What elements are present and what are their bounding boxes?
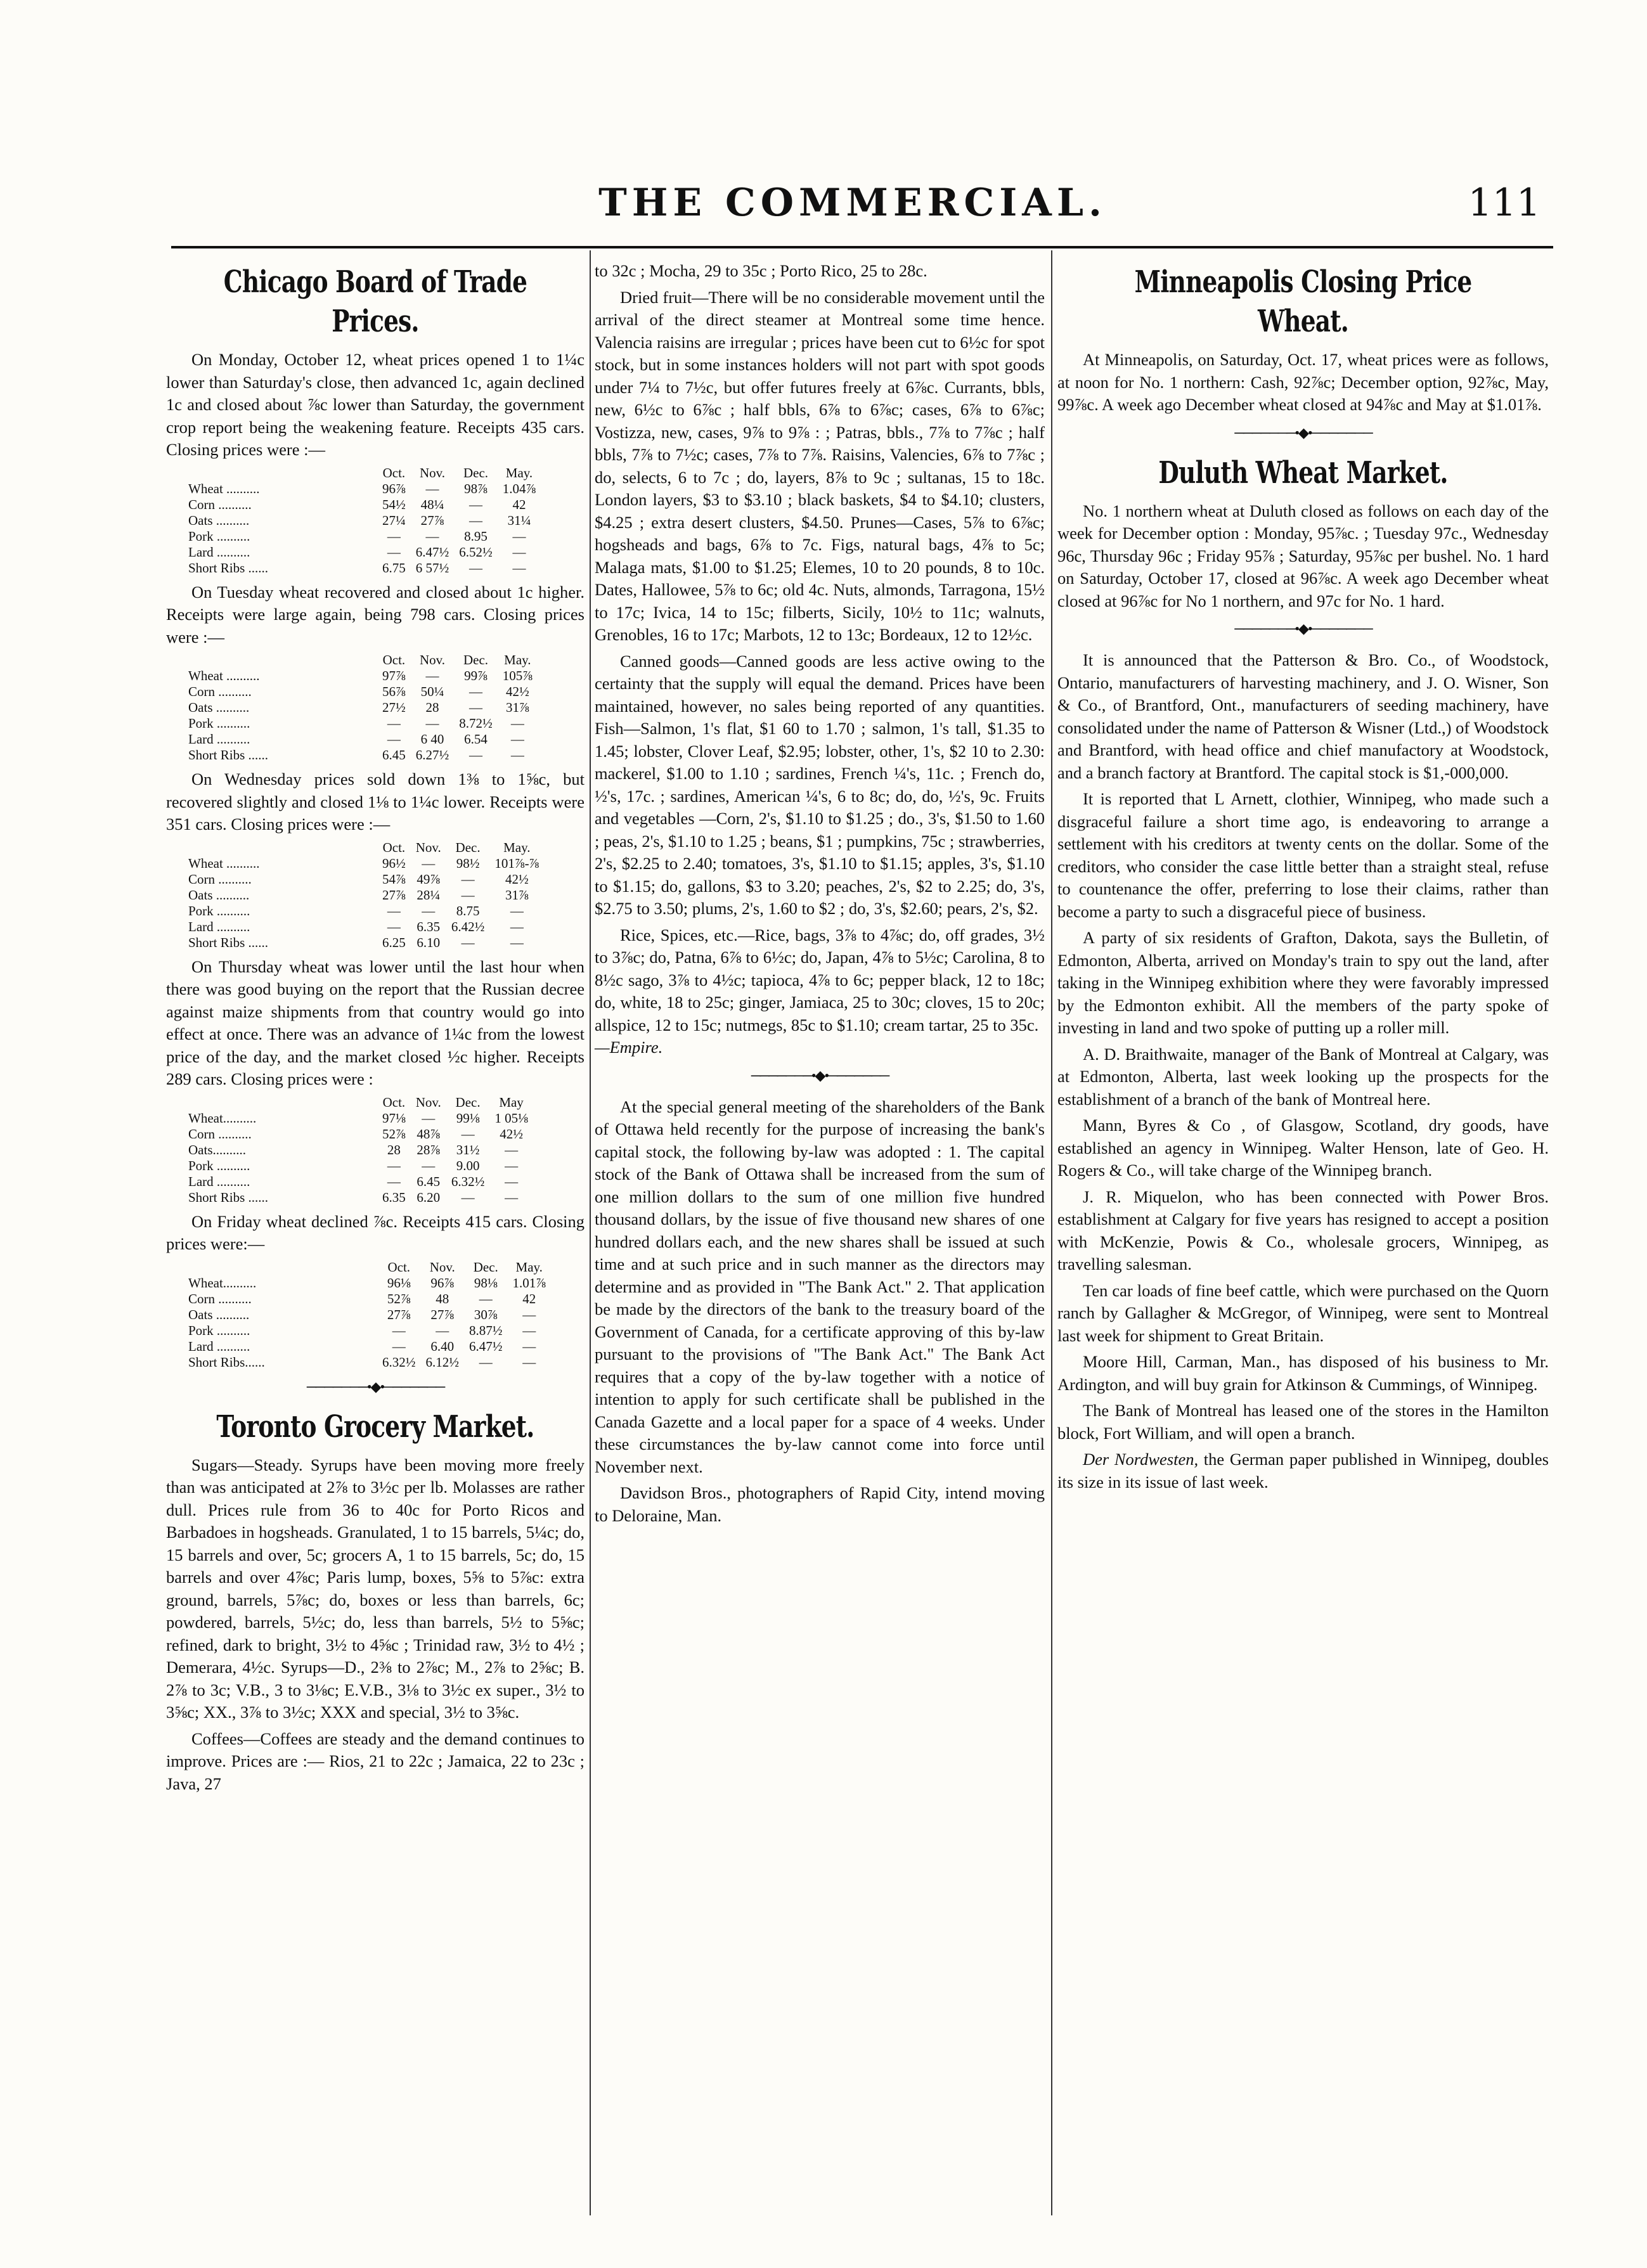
- price-cell: 50¼: [420, 684, 444, 699]
- commodity-label: Oats ..........: [188, 700, 250, 715]
- table-row: [188, 1142, 533, 1158]
- price-cell: —: [469, 512, 482, 528]
- commodity-label: Wheat..........: [188, 1275, 257, 1291]
- price-cell: 6.40: [430, 1338, 455, 1354]
- price-cell: —: [510, 934, 524, 950]
- price-cell: 6.47½: [469, 1338, 503, 1354]
- price-cell: 6.35: [417, 918, 441, 934]
- price-cell: 6.42½: [451, 918, 485, 934]
- masthead: [158, 174, 1547, 244]
- article-paragraph: Sugars—Steady. Syrups have been moving more freely than was anticipated at 2⅞ to 3½c per lb. Molasses are rather dull. Prices rule from 36 to 40c for Porto Ricos and Barbadoes in hogsheads. Granulated, 1 to 15 barrels, 5¼c; do, 15 barrels and over, 5c; grocers A, 1 to 15 barrels, 5c; do, 15 barrels and over 4⅞c; Paris lump, boxes, 5⅝ to 5⅞c: extra ground, barrels, 5⅞c; do, boxes or less than barrels, 6c; powdered, barrels, 5½c; do, less than barrels, 5½ to 5⅝c; refined, dark to bright, 3½ to 4⅝c ; Trinidad raw, 3½ to 4½ ; Demerara, 4½c. Syrups—D., 2⅜ to 2⅞c; M., 2⅞ to 2⅝c; B. 2⅞ to 3c; V.B., 3 to 3⅛c; E.V.B., 3⅛ to 3½c ex super., 3½ to 3⅝c; XX., 3⅞ to 3½c; XXX and special, 3½ to 3⅝c.: [166, 1455, 585, 1722]
- price-cell: 1 05⅛: [494, 1110, 528, 1126]
- price-cell: 6.32½: [451, 1173, 485, 1189]
- column-header: Dec.: [455, 1094, 481, 1110]
- price-cell: 28: [387, 1142, 401, 1157]
- price-cell: 96⅞: [430, 1275, 455, 1291]
- price-cell: 27⅞: [430, 1306, 455, 1322]
- price-cell: 48¼: [420, 496, 444, 512]
- price-cell: 28: [425, 700, 439, 715]
- news-item: A party of six residents of Grafton, Dakota, says the Bulletin, of Edmonton, Alberta, arrived on Monday's train to spy out the land, after taking in the Winnipeg exhibition where they were favorably impressed by the Edmonton exhibit. All the members of the party spoke of investing in land and two spoke of putting up a roller mill.: [1057, 928, 1549, 1037]
- article-paragraph: At the special general meeting of the shareholders of the Bank of Ottawa held recently for the purpose of increasing the bank's capital stock, the following by-law was adopted : 1. The capital stock of the Bank of Ottawa shall be increased from the sum of one million dollars to the sum of one million five hundred thousand dollars, by the issue of five thousand new shares of one hundred dollars each, and the new shares shall be issued at such time and at such price and in such manner as the directors may determine and as provided in "The Bank Act." 2. That application be made by the directors of the bank to the treasury board of the Government of Canada, for a certificate approving of this by-law pursuant to the provisions of "The Bank Act." The Bank Act requires that a copy of the by-law together with a notice of intention to apply for such certificate shall be published in the Canada Gazette and a local paper for a space of 4 weeks. Under these circumstances the by-law cannot come into force until November next.: [595, 1097, 1045, 1476]
- price-cell: 97⅛: [382, 1110, 406, 1126]
- price-cell: 6.27½: [415, 747, 449, 763]
- price-cell: 30⅞: [474, 1306, 498, 1322]
- price-cell: —: [510, 903, 524, 918]
- masthead-title: THE COMMERCIAL.: [598, 181, 1107, 225]
- article-heading: Chicago Board of Trade Prices.: [223, 264, 527, 339]
- paper-name: Der Nordwesten,: [1083, 1450, 1199, 1469]
- commodity-label: Wheat ..........: [188, 855, 260, 871]
- table-row: [188, 481, 541, 497]
- article-paragraph: Dried fruit—There will be no considerable movement until the arrival of the direct steamer at Montreal some time hence. Valencia raisins are irregular ; prices have been cut to 6½c for spot stock, but in some instances holders will not part with spot goods under 7¼ to 7½c, but offer futures freely at 6⅞c. Currants, bbls, new, 6½c to 6⅞c ; half bbls, 6⅞ to 6⅞c; cases, 6⅞ to 6⅞c; Vostizza, new, cases, 9⅞ to 9⅞ : ; Patras, bbls., 7⅞ to 7⅞c ; half bbls, 7⅞ to 7½c; cases, 7⅞ to 7⅞. Raisins, Valencies, 6⅞ to 7⅞c ; do, selects, 6 to 7c ; do, layers, 8⅞ to 9c ; sultanas, 15 to 18c. London layers, $3 to $3.10 ; black baskets, $4 to $4.10; clusters, $4.25 ; extra desert clusters, $4.50. Prunes—Cases, 5⅞ to 6⅞c; hogsheads and bags, 6⅞ to 7c. Figs, natural bags, 4⅞ to 5c; Malaga mats, $1.00 to $1.25; Elemes, 10 to 20 pounds, 8 to 10c. Dates, Hallowee, 5⅞ to 6c; old 4c. Nuts, almonds, Tarragona, 15½ to 17c; Ivica, 14 to 15c; filberts, Sicily, 10½ to 11c; walnuts, Grenobles, 16 to 17c; Marbots, 12 to 13c; Bordeaux, 12 to 12½c.: [595, 287, 1045, 644]
- price-cell: 98⅛: [474, 1275, 498, 1291]
- price-cell: 6.10: [417, 934, 441, 950]
- commodity-label: Oats ..........: [188, 1306, 250, 1322]
- price-cell: 105⅞: [502, 668, 533, 683]
- price-cell: —: [422, 903, 436, 918]
- price-cell: —: [422, 855, 436, 871]
- commodity-label: Wheat ..........: [188, 480, 260, 496]
- column-header: Oct.: [382, 1094, 406, 1110]
- column-header: [188, 1095, 377, 1111]
- column-1: [166, 260, 585, 1799]
- price-cell: 6.32½: [382, 1354, 416, 1370]
- commodity-label: Pork ..........: [188, 1322, 250, 1338]
- table-row: [188, 731, 538, 747]
- column-header: Nov.: [415, 839, 441, 855]
- article-paragraph: On Friday wheat declined ⅞c. Receipts 415 cars. Closing prices were:—: [166, 1211, 585, 1253]
- price-cell: —: [522, 1338, 536, 1354]
- price-cell: 8.95: [464, 528, 488, 544]
- price-cell: —: [469, 700, 482, 715]
- commodity-label: Oats ..........: [188, 887, 250, 903]
- price-cell: 98½: [456, 855, 480, 871]
- section-separator: ───────•◆•───────: [1234, 621, 1372, 636]
- price-table: [188, 652, 538, 763]
- news-item-text: the German paper published in Winnipeg, doubles its size in its issue of last week.: [1057, 1450, 1549, 1492]
- price-cell: 96½: [382, 855, 406, 871]
- price-cell: 42½: [500, 1126, 523, 1142]
- price-cell: —: [387, 903, 401, 918]
- price-cell: 6.54: [464, 731, 488, 747]
- price-cell: 6 57½: [415, 560, 449, 576]
- price-cell: 27⅞: [387, 1306, 411, 1322]
- price-cell: 48: [436, 1291, 449, 1306]
- article-paragraph: On Wednesday prices sold down 1⅜ to 1⅝c, but recovered slightly and closed 1⅛ to 1¼c lower. Receipts were 351 cars. Closing prices were :—: [166, 770, 585, 834]
- price-cell: —: [505, 1173, 519, 1189]
- price-cell: 99⅛: [456, 1110, 480, 1126]
- table-row: [188, 497, 541, 513]
- price-cell: —: [522, 1306, 536, 1322]
- price-cell: 27¼: [382, 512, 406, 528]
- column-header: [188, 652, 377, 668]
- article-paragraph: to 32c ; Mocha, 29 to 35c ; Porto Rico, 25 to 28c.: [595, 261, 927, 280]
- price-cell: 31½: [456, 1142, 480, 1157]
- article-heading: Duluth Wheat Market.: [1158, 454, 1448, 491]
- column-header: Dec.: [455, 839, 481, 855]
- commodity-label: Lard ..........: [188, 918, 250, 934]
- commodity-label: Pork ..........: [188, 716, 250, 731]
- commodity-label: Lard ..........: [188, 544, 250, 560]
- price-cell: —: [387, 544, 401, 560]
- commodity-label: Corn ..........: [188, 496, 252, 512]
- price-cell: 6.52½: [459, 544, 493, 560]
- column-3: [1057, 260, 1549, 1497]
- price-table: [188, 1260, 551, 1370]
- price-table-header: [188, 652, 538, 668]
- price-cell: 96⅛: [387, 1275, 411, 1291]
- price-cell: 49⅞: [417, 871, 441, 887]
- price-cell: —: [469, 496, 482, 512]
- price-cell: 28¼: [417, 887, 441, 903]
- table-row: [188, 1111, 533, 1126]
- table-row: [188, 684, 538, 700]
- price-cell: 27⅞: [420, 512, 444, 528]
- price-cell: —: [512, 528, 526, 544]
- article-paragraph: Canned goods—Canned goods are less active owing to the certainty that the supply will equal the demand. Prices have been maintained, however, no sales being reported of any quantities. Fish—Salmon, 1's flat, $1 60 to 1.70 ; salmon, 1's tall, $1.35 to 1.45; lobster, Clover Leaf, $2.95; lobster, other, 1's, $2 10 to 2.30: mackerel, $1.00 to 1.10 ; sardines, French ¼'s, 11c. ; French do, ½'s, 17c. ; sardines, American ¼'s, 6 to 8c; do, do, ½'s, 9c. Fruits and vegetables —Corn, 2's, $1.10 to $1.25 ; do., 3's, $1.50 to 1.60 ; peas, 2's, $1.10 to 1.25 ; beans, $1 ; pumpkins, 75c ; strawberries, 2's, $2.25 to 2.40; tomatoes, 3's, $1.10 to $1.15; apples, 3's, $1.10 to $1.15; do, gallons, $3 to 3.20; peaches, 2's, $2 to 2.25; do, 3's, $2.75 to 3.50; plums, 2's, 1.60 to $2 ; do, 3's, $2.60; pears, 2's, $2.: [595, 651, 1045, 918]
- column-header: Oct.: [382, 839, 406, 855]
- price-cell: —: [510, 716, 524, 731]
- price-cell: —: [510, 747, 524, 763]
- commodity-label: Wheat..........: [188, 1110, 257, 1126]
- price-cell: 6.47½: [415, 544, 449, 560]
- price-cell: —: [387, 528, 401, 544]
- price-cell: 28⅞: [417, 1142, 441, 1157]
- column-header: May.: [515, 1259, 543, 1275]
- commodity-label: Oats ..........: [188, 512, 250, 528]
- price-cell: 97⅞: [382, 668, 406, 683]
- commodity-label: Oats..........: [188, 1142, 246, 1157]
- price-cell: 52⅞: [387, 1291, 411, 1306]
- price-cell: —: [469, 560, 482, 576]
- price-cell: —: [505, 1142, 519, 1157]
- price-cell: —: [422, 1110, 436, 1126]
- column-header: [188, 465, 377, 481]
- table-row: [188, 1323, 551, 1339]
- price-cell: 6.20: [417, 1189, 441, 1205]
- article-paragraph: Davidson Bros., photographers of Rapid City, intend moving to Deloraine, Man.: [595, 1483, 1045, 1525]
- table-row: [188, 668, 538, 684]
- column-header: Oct.: [382, 465, 406, 480]
- table-row: [188, 716, 538, 731]
- price-cell: 6.12½: [425, 1354, 459, 1370]
- column-header: May: [499, 1094, 524, 1110]
- price-table: [188, 840, 544, 951]
- news-item: A. D. Braithwaite, manager of the Bank of Montreal at Calgary, was at Edmonton, Alberta, last week looking up the prospects for the establishment of a branch of the bank of Montreal here.: [1057, 1044, 1549, 1109]
- price-cell: 6 40: [420, 731, 444, 747]
- article-heading: Toronto Grocery Market.: [216, 1408, 534, 1445]
- table-row: [188, 1339, 551, 1355]
- price-cell: 54⅞: [382, 871, 406, 887]
- price-cell: —: [425, 480, 439, 496]
- price-cell: —: [505, 1157, 519, 1173]
- price-cell: —: [387, 918, 401, 934]
- price-cell: 31¼: [507, 512, 531, 528]
- table-row: [188, 1158, 533, 1174]
- column-divider: [1051, 250, 1052, 2215]
- price-cell: —: [422, 1157, 436, 1173]
- column-header: Nov.: [415, 1094, 441, 1110]
- price-cell: —: [425, 716, 439, 731]
- table-row: [188, 935, 544, 951]
- column-header: Dec.: [463, 652, 489, 667]
- table-row: [188, 1275, 551, 1291]
- column-header: Nov.: [419, 652, 446, 667]
- article-paragraph: On Monday, October 12, wheat prices opened 1 to 1¼c lower than Saturday's close, then advanced 1c, again declined 1c and closed about ⅞c lower than Saturday, the government crop report being the weakening feature. Receipts 435 cars. Closing prices were :—: [166, 350, 585, 459]
- column-header: Dec.: [473, 1259, 498, 1275]
- commodity-label: Lard ..........: [188, 1338, 250, 1354]
- news-item: It is reported that L Arnett, clothier, Winnipeg, who made such a disgraceful failure a short time ago, is endeavoring to arrange a settlement with his creditors at twenty cents on the dollar. Some of the creditors, who consider the case little better than a straight steal, refuse to countenance the offer, preferring to lose their claims, rather than become a party to such a disgraceful piece of business.: [1057, 789, 1549, 921]
- table-row: [188, 747, 538, 763]
- article-text: Rice, Spices, etc.—Rice, bags, 3⅞ to 4⅞c; do, off grades, 3½ to 3⅞c; do, Patna, 6⅞ to 6½c; do, Japan, 4⅞ to 5½c; Carolina, 8 to 8½c sago, 3⅞ to 4½c; tapioca, 4⅞ to 6c; pepper black, 12 to 18c; do, white, 18 to 25c; ginger, Jamiaca, 25 to 30c; cloves, 15 to 20c; allspice, 12 to 15c; nutmegs, 85c to $1.10; cream tartar, 25 to 35c.: [595, 925, 1045, 1034]
- price-cell: 6.75: [382, 560, 406, 576]
- price-cell: —: [522, 1354, 536, 1370]
- news-item: [1057, 1448, 1549, 1493]
- commodity-label: Lard ..........: [188, 731, 250, 747]
- commodity-label: Corn ..........: [188, 1291, 252, 1306]
- commodity-label: Lard ..........: [188, 1173, 250, 1189]
- price-cell: —: [387, 1173, 401, 1189]
- table-row: [188, 1190, 533, 1206]
- commodity-label: Pork ..........: [188, 1157, 250, 1173]
- news-item: Moore Hill, Carman, Man., has disposed of his business to Mr. Ardington, and will buy grain for Atkinson & Cummings, of Winnipeg.: [1057, 1352, 1549, 1394]
- page-number: 111: [1468, 181, 1540, 225]
- price-cell: 52⅞: [382, 1126, 406, 1142]
- price-cell: 8.72½: [459, 716, 493, 731]
- price-cell: —: [461, 887, 475, 903]
- news-item: The Bank of Montreal has leased one of the stores in the Hamilton block, Fort William, and will open a branch.: [1057, 1401, 1549, 1443]
- price-cell: 42½: [506, 684, 529, 699]
- price-cell: —: [461, 1126, 475, 1142]
- price-cell: 1.04⅞: [502, 480, 536, 496]
- source-credit: —Empire.: [595, 1038, 663, 1057]
- commodity-label: Short Ribs ......: [188, 747, 269, 763]
- column-header: Nov.: [419, 465, 446, 480]
- article-paragraph: At Minneapolis, on Saturday, Oct. 17, wheat prices were as follows, at noon for No. 1 northern: Cash, 92⅞c; December option, 92⅞c, May, 99⅞c. A week ago December wheat closed at 94⅞c and May at $1.01⅞.: [1057, 350, 1549, 414]
- price-table: [188, 1095, 533, 1206]
- column-header: Oct.: [382, 652, 406, 667]
- commodity-label: Short Ribs ......: [188, 560, 269, 576]
- table-row: [188, 513, 541, 529]
- price-cell: —: [479, 1354, 493, 1370]
- price-cell: 31⅞: [506, 700, 529, 715]
- price-cell: 96⅞: [382, 480, 406, 496]
- section-separator: ───────•◆•───────: [306, 1378, 444, 1395]
- commodity-label: Corn ..........: [188, 871, 252, 887]
- price-cell: 42: [522, 1291, 536, 1306]
- table-row: [188, 529, 541, 544]
- table-row: [188, 1355, 551, 1370]
- article-paragraph: On Thursday wheat was lower until the last hour when there was good buying on the report that the Russian decree against maize shipments from that country would go into effect at once. There was an advance of 1¼c from the lowest price of the day, and the market closed ½c higher. Receipts 289 cars. Closing prices were :: [166, 957, 585, 1088]
- price-cell: —: [461, 934, 475, 950]
- price-cell: 31⅞: [505, 887, 529, 903]
- commodity-label: Pork ..........: [188, 903, 250, 918]
- price-cell: —: [512, 560, 526, 576]
- price-cell: —: [425, 668, 439, 683]
- column-header: [188, 1260, 377, 1275]
- price-cell: —: [425, 528, 439, 544]
- price-cell: 56⅞: [382, 684, 406, 699]
- price-table: [188, 465, 541, 576]
- price-cell: —: [469, 747, 482, 763]
- commodity-label: Corn ..........: [188, 1126, 252, 1142]
- table-row: [188, 887, 544, 903]
- price-cell: 48⅞: [417, 1126, 441, 1142]
- price-cell: 6.45: [417, 1173, 441, 1189]
- table-row: [188, 1307, 551, 1323]
- table-row: [188, 1126, 533, 1142]
- commodity-label: Corn ..........: [188, 684, 252, 699]
- price-cell: —: [479, 1291, 493, 1306]
- price-cell: 101⅞-⅞: [494, 855, 539, 871]
- price-cell: 98⅞: [464, 480, 488, 496]
- price-cell: —: [461, 1189, 475, 1205]
- price-cell: —: [512, 544, 526, 560]
- article-paragraph: No. 1 northern wheat at Duluth closed as follows on each day of the week for December option : Monday, 95⅞c. ; Tuesday 97c., Wednesday 96c, Thursday 96c ; Friday 95⅞ ; Saturday, 95⅞c per bushel. No. 1 hard on Saturday, October 17, closed at 96⅞c. A week ago December wheat closed at 96⅞c for No 1 northern, and 97c for No. 1 hard.: [1057, 501, 1549, 610]
- table-row: [188, 856, 544, 872]
- column-header: Oct.: [387, 1259, 411, 1275]
- price-table-header: [188, 1095, 533, 1111]
- price-cell: 99⅞: [464, 668, 488, 683]
- article-paragraph: Coffees—Coffees are steady and the demand continues to improve. Prices are :— Rios, 21 to 22c ; Jamaica, 22 to 23c ; Java, 27: [166, 1729, 585, 1793]
- price-cell: —: [469, 684, 482, 699]
- price-table-header: [188, 465, 541, 481]
- table-row: [188, 903, 544, 919]
- column-header: May.: [505, 465, 533, 480]
- article-paragraph: [595, 924, 1045, 1059]
- price-cell: 1.01⅞: [512, 1275, 546, 1291]
- price-cell: —: [392, 1322, 406, 1338]
- price-cell: —: [461, 871, 475, 887]
- price-cell: —: [510, 918, 524, 934]
- price-cell: —: [522, 1322, 536, 1338]
- price-cell: 6.35: [382, 1189, 406, 1205]
- price-cell: —: [392, 1338, 406, 1354]
- price-cell: —: [387, 1157, 401, 1173]
- price-cell: —: [436, 1322, 449, 1338]
- price-cell: 6.25: [382, 934, 406, 950]
- price-cell: 6.45: [382, 747, 406, 763]
- table-row: [188, 872, 544, 887]
- price-cell: —: [510, 731, 524, 747]
- price-cell: 8.87½: [469, 1322, 503, 1338]
- price-cell: 8.75: [456, 903, 480, 918]
- price-cell: 42: [512, 496, 526, 512]
- header-rule: [171, 246, 1553, 248]
- table-row: [188, 919, 544, 935]
- news-item: Mann, Byres & Co , of Glasgow, Scotland, dry goods, have established an agency in Winnipeg. Walter Henson, late of Geo. H. Rogers & Co., will take charge of the Winnipeg branch.: [1057, 1116, 1549, 1180]
- price-cell: 42½: [505, 871, 529, 887]
- section-separator: ───────•◆•───────: [751, 1067, 889, 1083]
- price-table-header: [188, 1260, 551, 1275]
- article-heading: Minneapolis Closing Price Wheat.: [1134, 264, 1472, 339]
- price-cell: —: [505, 1189, 519, 1205]
- commodity-label: Short Ribs......: [188, 1354, 265, 1370]
- column-header: May.: [503, 839, 531, 855]
- price-cell: 54½: [382, 496, 406, 512]
- table-row: [188, 1174, 533, 1190]
- column-header: Nov.: [429, 1259, 455, 1275]
- table-row: [188, 560, 541, 576]
- column-2: [595, 260, 1045, 1531]
- section-separator: ───────•◆•───────: [1234, 424, 1372, 441]
- table-row: [188, 1291, 551, 1307]
- news-item: It is announced that the Patterson & Bro. Co., of Woodstock, Ontario, manufacturers of harvesting machinery, and J. O. Wisner, Son & Co., of Brantford, Ont., manufacturers of seeding machinery, have consolidated under the name of Patterson & Wisner (Ltd.,) of Woodstock and Brantford, with head office and chief manufactory at Woodstock, and a branch factory at Brantford. The capital stock is $1,-000,000.: [1057, 650, 1549, 782]
- table-row: [188, 700, 538, 716]
- price-cell: 27⅞: [382, 887, 406, 903]
- column-header: [188, 840, 377, 856]
- commodity-label: Wheat ..........: [188, 668, 260, 683]
- price-cell: —: [387, 716, 401, 731]
- commodity-label: Short Ribs ......: [188, 934, 269, 950]
- news-item: J. R. Miquelon, who has been connected with Power Bros. establishment at Calgary for five years has resigned to accept a position with McKenzie, Powis & Co., wholesale grocers, Winnipeg, as travelling salesman.: [1057, 1187, 1549, 1273]
- price-cell: 27½: [382, 700, 406, 715]
- table-row: [188, 544, 541, 560]
- price-cell: —: [387, 731, 401, 747]
- commodity-label: Pork ..........: [188, 528, 250, 544]
- commodity-label: Short Ribs ......: [188, 1189, 269, 1205]
- column-header: May.: [504, 652, 531, 667]
- article-paragraph: On Tuesday wheat recovered and closed about 1c higher. Receipts were large again, being 798 cars. Closing prices were :—: [166, 582, 585, 647]
- price-table-header: [188, 840, 544, 856]
- price-cell: 9.00: [456, 1157, 480, 1173]
- news-item: Ten car loads of fine beef cattle, which were purchased on the Quorn ranch by Gallagher & McGregor, of Winnipeg, were sent to Montreal last week for shipment to Great Britain.: [1057, 1280, 1549, 1345]
- column-header: Dec.: [463, 465, 489, 480]
- column-divider: [590, 250, 591, 2215]
